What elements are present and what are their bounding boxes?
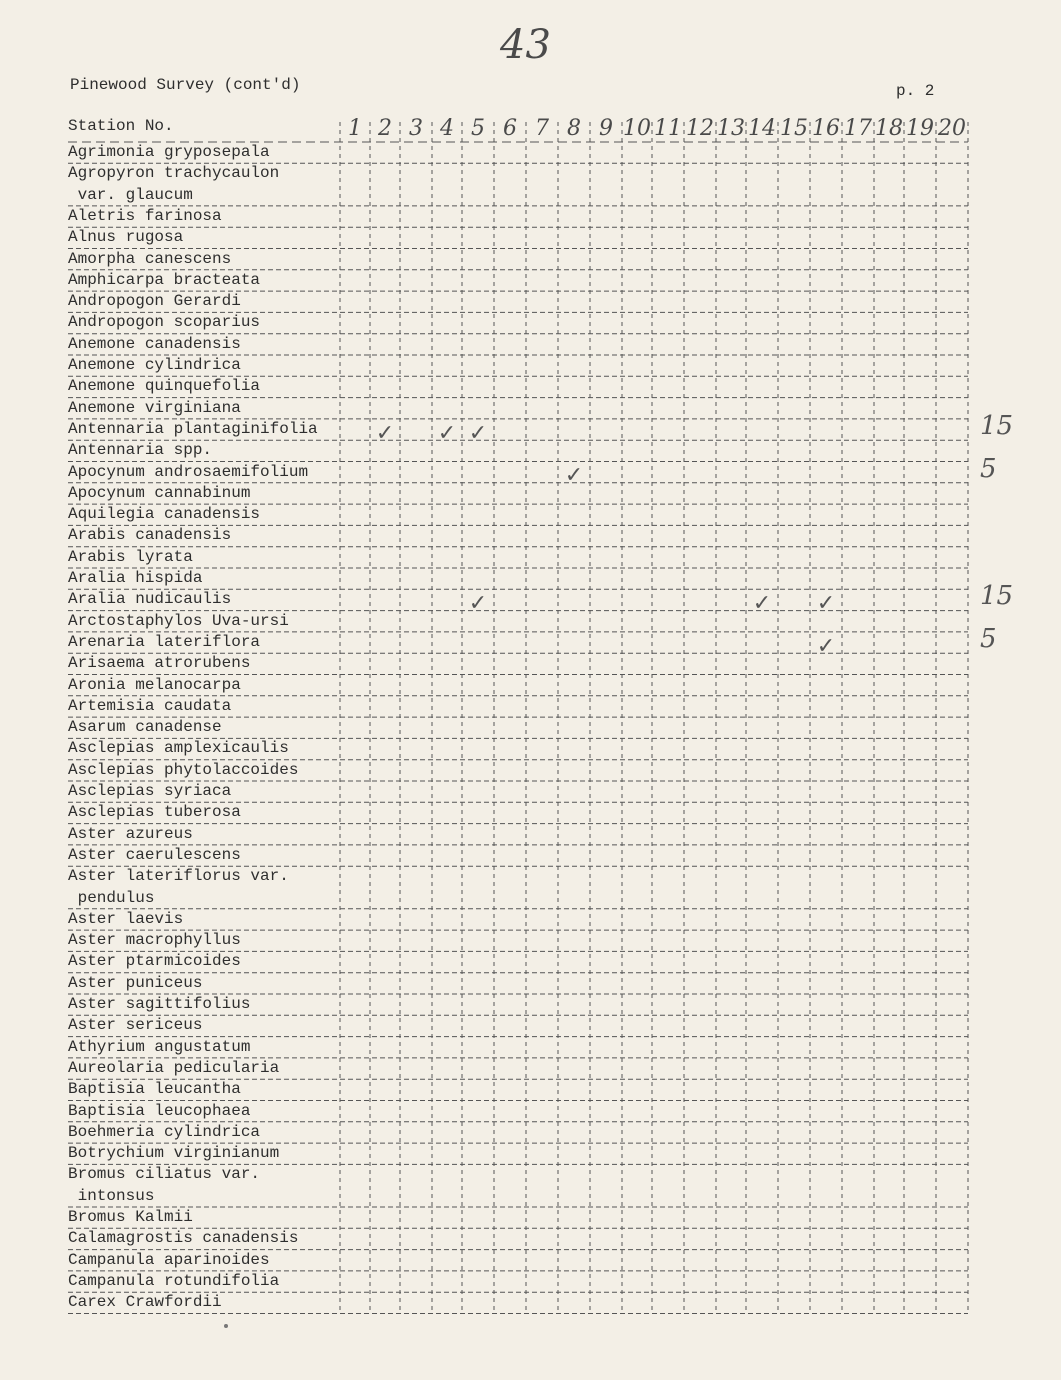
station-number: 12 bbox=[686, 116, 714, 141]
stray-mark bbox=[224, 1324, 228, 1328]
station-number: 11 bbox=[654, 116, 682, 141]
species-name: Asclepias phytolaccoides bbox=[68, 760, 299, 779]
species-name: Carex Crawfordii bbox=[68, 1293, 222, 1312]
row-total: 5 bbox=[980, 623, 997, 654]
species-name: Aquilegia canadensis bbox=[68, 505, 261, 524]
species-name: Aster azureus bbox=[68, 824, 193, 843]
station-number: 13 bbox=[717, 116, 745, 141]
species-name: Athyrium angustatum bbox=[68, 1037, 251, 1056]
station-number: 1 bbox=[348, 116, 362, 141]
station-number: 9 bbox=[599, 116, 613, 141]
species-name: Agropyron trachycaulon bbox=[68, 164, 280, 183]
species-name: Antennaria plantaginifolia bbox=[68, 419, 318, 438]
species-name: Andropogon scoparius bbox=[68, 313, 261, 332]
species-name: Arisaema atrorubens bbox=[68, 654, 251, 673]
species-name: Aster puniceus bbox=[68, 973, 203, 992]
species-name: Aureolaria pedicularia bbox=[68, 1058, 280, 1077]
species-name: Campanula aparinoides bbox=[68, 1250, 270, 1269]
species-name: Anemone virginiana bbox=[68, 398, 241, 417]
check-mark: ✓ bbox=[816, 633, 836, 659]
species-name: var. glaucum bbox=[68, 185, 193, 204]
species-name: Boehmeria cylindrica bbox=[68, 1122, 261, 1141]
station-number: 7 bbox=[535, 116, 549, 141]
species-name: Arenaria lateriflora bbox=[68, 632, 261, 651]
station-number: 16 bbox=[812, 116, 840, 141]
species-name: Asclepias amplexicaulis bbox=[68, 739, 289, 758]
species-name: Botrychium virginianum bbox=[68, 1144, 280, 1163]
station-number: 15 bbox=[780, 116, 808, 141]
row-total: 15 bbox=[980, 410, 1014, 441]
species-name: Andropogon Gerardi bbox=[68, 292, 241, 311]
species-name: Amorpha canescens bbox=[68, 249, 232, 268]
species-name: Anemone canadensis bbox=[68, 334, 241, 353]
species-name: Aralia nudicaulis bbox=[68, 590, 232, 609]
species-name: Asclepias syriaca bbox=[68, 782, 232, 800]
species-name: Aster caerulescens bbox=[68, 845, 241, 864]
species-name: Bromus Kalmii bbox=[68, 1208, 193, 1226]
species-name: Asarum canadense bbox=[68, 718, 222, 737]
species-name: Calamagrostis canadensis bbox=[68, 1229, 299, 1248]
species-name: Aletris farinosa bbox=[68, 206, 222, 225]
species-name: Apocynum cannabinum bbox=[68, 483, 251, 502]
station-number: 14 bbox=[748, 116, 776, 141]
check-mark: ✓ bbox=[468, 420, 488, 446]
check-mark: ✓ bbox=[816, 590, 836, 616]
station-number: 6 bbox=[503, 116, 517, 141]
species-name: Aster laevis bbox=[68, 909, 184, 928]
row-total: 15 bbox=[980, 581, 1014, 612]
species-name: Aster sericeus bbox=[68, 1016, 203, 1035]
station-number: 17 bbox=[844, 116, 872, 141]
species-name: Baptisia leucantha bbox=[68, 1080, 241, 1099]
species-name: Aster macrophyllus bbox=[68, 931, 241, 950]
handwritten-page-number: 43 bbox=[500, 22, 551, 68]
species-name: intonsus bbox=[68, 1186, 155, 1205]
species-name: Aronia melanocarpa bbox=[68, 675, 241, 694]
check-mark: ✓ bbox=[437, 420, 457, 446]
species-name: Artemisia caudata bbox=[68, 696, 232, 715]
species-name: Alnus rugosa bbox=[68, 228, 184, 247]
check-mark: ✓ bbox=[564, 463, 584, 489]
species-name: Aster sagittifolius bbox=[68, 995, 251, 1013]
station-number: 8 bbox=[567, 116, 581, 141]
station-number: 2 bbox=[378, 116, 392, 141]
species-name: Anemone cylindrica bbox=[68, 356, 241, 374]
species-name: Antennaria spp. bbox=[68, 441, 213, 460]
species-name: Aralia hispida bbox=[68, 569, 203, 587]
species-name: pendulus bbox=[68, 888, 155, 907]
species-name: Apocynum androsaemifolium bbox=[68, 462, 309, 481]
species-name: Bromus ciliatus var. bbox=[68, 1165, 261, 1184]
check-mark: ✓ bbox=[752, 590, 772, 616]
species-name: Anemone quinquefolia bbox=[68, 377, 261, 396]
station-number: 10 bbox=[623, 116, 651, 141]
species-name: Campanula rotundifolia bbox=[68, 1271, 280, 1290]
row-total: 5 bbox=[980, 453, 997, 484]
station-number: 5 bbox=[471, 116, 485, 141]
station-number: 3 bbox=[409, 116, 423, 141]
station-number: 18 bbox=[875, 116, 903, 141]
document-title: Pinewood Survey (cont'd) bbox=[70, 76, 301, 94]
check-mark: ✓ bbox=[468, 590, 488, 616]
species-name: Arabis canadensis bbox=[68, 526, 232, 545]
species-name: Arctostaphylos Uva-ursi bbox=[68, 611, 289, 630]
page-label: p. 2 bbox=[896, 82, 935, 100]
station-number: 20 bbox=[938, 116, 966, 141]
station-number: 4 bbox=[440, 116, 454, 141]
species-name: Amphicarpa bracteata bbox=[68, 270, 261, 289]
check-mark: ✓ bbox=[375, 420, 395, 446]
species-name: Aster ptarmicoides bbox=[68, 952, 241, 971]
station-header-label: Station No. bbox=[68, 117, 174, 135]
species-name: Aster lateriflorus var. bbox=[68, 867, 289, 886]
station-number: 19 bbox=[906, 116, 934, 141]
species-name: Arabis lyrata bbox=[68, 547, 193, 566]
species-name: Asclepias tuberosa bbox=[68, 803, 241, 822]
species-name: Agrimonia gryposepala bbox=[68, 143, 270, 161]
species-name: Baptisia leucophaea bbox=[68, 1101, 251, 1120]
